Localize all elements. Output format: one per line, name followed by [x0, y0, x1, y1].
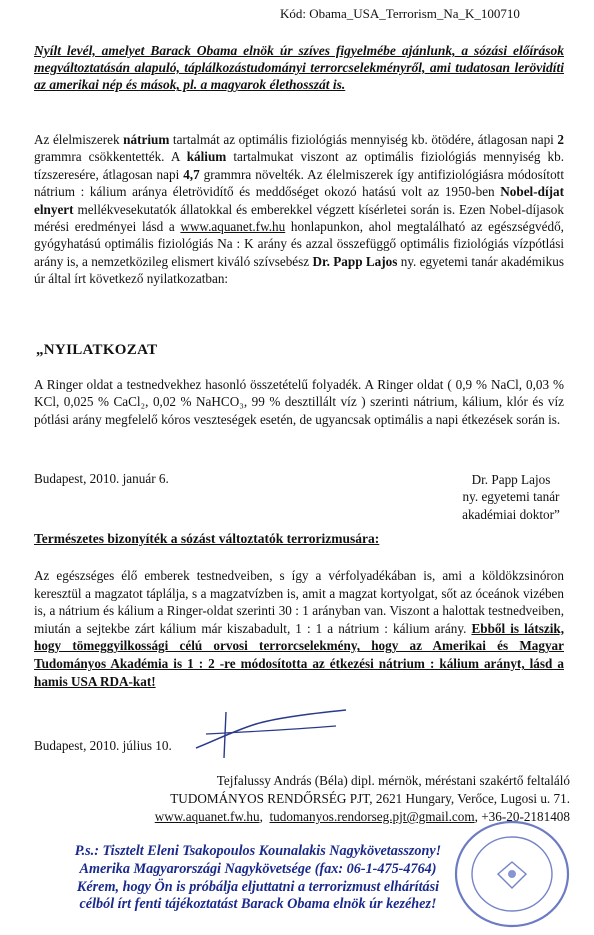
- declaration-signer: [451, 471, 571, 523]
- email-link[interactable]: tudomanyos.rendorseg.pjt@gmail.com: [269, 809, 475, 824]
- text-run: ny. egyetemi tanár akadémikus úr által írt következő nyilatkozatban:: [34, 253, 564, 287]
- author-name: Tejfalussy András (Béla) dipl. mérnök, méréstani szakértő feltaláló: [216, 773, 570, 788]
- signer-degree: akadémiai doktor”: [462, 506, 560, 522]
- bold-text: Dr. Papp Lajos: [312, 253, 398, 269]
- text-run: tartalmukat viszont az optimális fiziológiás mennyiség kb. tízszeresére, átlagosan napi: [34, 149, 564, 182]
- declaration-date: Budapest, 2010. január 6.: [34, 471, 169, 486]
- handwritten-signature: [186, 700, 356, 760]
- bold-text: Nobel-díjat elnyert: [34, 184, 564, 217]
- declaration-heading: „NYILATKOZAT: [36, 342, 158, 358]
- bold-text: 4,7: [183, 166, 200, 182]
- text-run: honlapunkon, ahol megtalálható az egészségvédő, gyógyhatású optimális fiziológiás Na : K arány és azzal összefüggő optimális fiziológiás vízpótlási arány is, a nemzetközileg elismert kiváló szívsebész: [34, 219, 564, 269]
- evidence-paragraph: [34, 567, 564, 690]
- bold-text: kálium: [186, 149, 227, 165]
- postscript: [38, 843, 478, 914]
- author-organization: TUDOMÁNYOS RENDŐRSÉG PJT, 2621 Hungary, Verőce, Lugosi u. 71.: [170, 791, 570, 806]
- phone-number: , +36-20-2181408: [474, 809, 570, 824]
- bold-text: 2: [557, 132, 564, 147]
- underlined-text: Ebből is látszik, hogy tömeggyilkossági célú orvosi terrorcselekmény, hogy az Amerikai és Magyar Tudományos Akadémia is 1 : 2 -re módosította az étkezési nátrium : kálium arányt, lásd a hamis USA RDA-kat!: [34, 620, 565, 689]
- website-link[interactable]: www.aquanet.fw.hu: [154, 809, 260, 824]
- official-stamp-seal: [452, 818, 572, 930]
- text-run: Az élelmiszerek: [34, 132, 124, 147]
- ps-line: célból írt fenti tájékoztatást Barack Obama elnök úr kezéhez!: [79, 896, 437, 913]
- text-run: grammra növelték. Az élelmiszerek így antifiziológiásra módosított nátrium : kálium aránya életrövidítő és meddőséget okozó hatású volt az 1950-ben: [34, 166, 565, 200]
- text-run: mellékvesekutatók állatokkal és emberekkel végzett kísérletei során is. Ezen Nobel-díjasok mérési eredményei lásd a: [34, 201, 564, 235]
- text-run: Az egészséges élő emberek testnedveiben, s így a vérfolyadékában is, ami a köldökzsinóron keresztül a magzatot táplálja, s a magzatvízben is, amit a magzat kortyolgat, sőt az óceánok vizében is, a nátrium és kálium a Ringer-oldat szerinti 30 : 1 arányban van. Viszont a halottak testnedveiben, miután a sejtekbe zárt kálium már kiszabadult, 1 : 1 a nátrium : kálium arány.: [34, 568, 564, 636]
- ps-line: P.s.: Tisztelt Eleni Tsakopoulos Kounalakis Nagykövetasszony!: [74, 843, 442, 859]
- bold-text: nátrium: [123, 132, 170, 147]
- declaration-text: A Ringer oldat a testnedvekhez hasonló összetételű folyadék. A Ringer oldat ( 0,9 % NaCl, 0,03 % KCl, 0,025 % CaCl₂, 0,02 % NaHCO₃, 99 % desztillált víz ) szerinti nátrium, kálium, klór és víz pótlási arány megfelelő kóros veszteségek esetén, de ugyancsak optimális a napi étkezések során is.: [34, 377, 564, 427]
- letter-title: Nyílt levél, amelyet Barack Obama elnök úr szíves figyelmébe ajánlunk, a sózási előírások megváltoztatásán alapuló, táplálkozástudományi terrorcselekményről, ami tudatosan lerövidíti az amerikai nép és mások, pl. a magyarok élethosszát is.: [34, 43, 564, 93]
- section-date: Budapest, 2010. július 10.: [34, 738, 172, 753]
- ps-line: Amerika Magyarországi Nagykövetsége (fax: 06-1-475-4764): [79, 860, 437, 877]
- website-link[interactable]: www.aquanet.fw.hu: [180, 219, 286, 235]
- ps-line: Kérem, hogy Ön is próbálja eljuttatni a terrorizmust elhárítási: [76, 878, 440, 895]
- signer-name: Dr. Papp Lajos: [471, 472, 551, 487]
- intro-paragraph: [34, 131, 564, 288]
- author-contact: www.aquanet.fw.hu, tudomanyos.rendorseg.pjt@gmail.com, +36-20-2181408: [154, 809, 570, 824]
- document-code: Kód: Obama_USA_Terrorism_Na_K_100710: [280, 6, 520, 21]
- section-heading: Természetes bizonyíték a sózást változtatók terrorizmusára:: [34, 531, 380, 546]
- text-run: tartalmát az optimális fiziológiás mennyiség kb. ötödére, átlagosan napi: [169, 132, 558, 147]
- signer-title: ny. egyetemi tanár: [462, 489, 560, 505]
- text-run: grammra csökkentették. A: [34, 149, 187, 165]
